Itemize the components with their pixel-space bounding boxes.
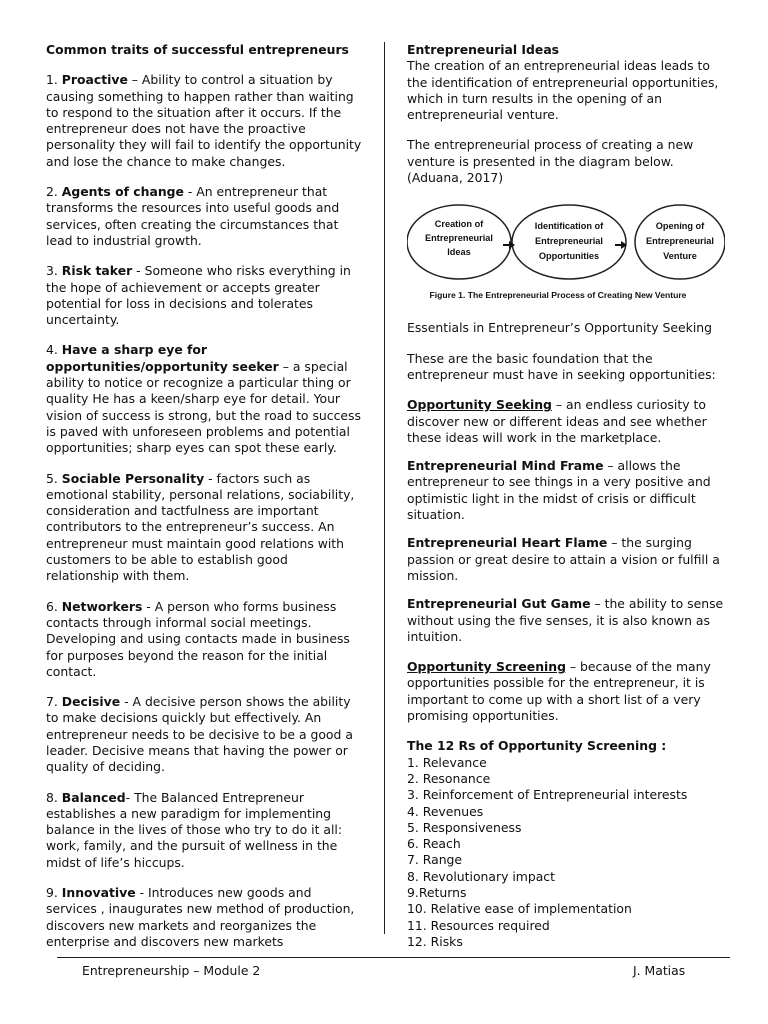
trait-title: Risk taker [61,263,133,279]
ideas-text: The creation of an entrepreneurial ideas leads to the identification of entrepreneurial opportunities, which in turn results in the opening of an entrepreneurial venture. [407,58,719,123]
trait-item [46,471,364,585]
trait-item [46,72,364,170]
traits-heading: Common traits of successful entrepreneurs [46,42,349,57]
trait-number: 1. [46,72,58,88]
trait-text: A decisive person shows the ability to make decisions quickly but effectively. An entrepreneur needs to be decisive to be a good a leader. Decisive means that having the power or quality of deciding. [46,694,353,775]
node1-line3: Ideas [447,247,471,258]
rs-item: 5. Responsiveness [407,819,522,835]
trait-title: Have a sharp eye for opportunities/opportunity seeker [46,342,279,374]
trait-number: 2. [46,184,58,200]
node3-line2: Entrepreneurial [646,236,714,247]
trait-separator: – [127,72,142,88]
trait-item [46,694,364,775]
process-diagram [407,196,725,308]
right-column [407,42,725,950]
figure-caption: Figure 1. The Entrepreneurial Process of Creating New Venture [429,290,687,301]
trait-number: 6. [46,598,58,614]
trait-title: Proactive [61,72,128,88]
opportunity-seeking: Opportunity Seeking – an endless curiosity to discover new or different ideas and see whether these ideas will work in the marketplace. [407,397,707,445]
rs-item: 6. Reach [407,836,461,852]
mind-frame: Entrepreneurial Mind Frame – allows the entrepreneur to see things in a very positive and optimistic light in the midst of crisis or difficult situation. [407,458,711,523]
trait-title: Balanced [61,789,126,805]
trait-item [46,184,364,249]
gut-game: Entrepreneurial Gut Game – the ability to sense without using the five senses, it is also known as intuition. [407,596,724,644]
trait-title: Sociable Personality [61,470,205,486]
trait-text: An entrepreneur that transforms the resources into useful goods and services, often creating the circumstances that lead to industrial growth. [46,184,340,248]
trait-item [46,790,364,871]
trait-number: 4. [46,342,58,358]
rs-item: 8. Revolutionary impact [407,868,555,884]
trait-separator: - [125,789,135,805]
opportunity-screening: Opportunity Screening – because of the many opportunities possible for the entrepreneur, it is important to come up with a short list of a very promising opportunities. [407,659,711,724]
column-divider [384,42,385,934]
node2-line3: Opportunities [538,251,600,262]
trait-title: Networkers [61,598,143,614]
trait-number: 8. [46,789,58,805]
essentials-heading: Essentials in Entrepreneur’s Opportunity Seeking [407,320,712,336]
trait-item [46,263,364,328]
trait-title: Agents of change [61,184,184,200]
node2-line1: Identification of [534,221,604,232]
trait-text: factors such as emotional stability, personal relations, sociability, consideration and tactfulness are important contributors to the entrepreneur’s success. An entrepreneur must maintain good relations with customers to be able to establish good relationship with them. [46,470,355,584]
footer-divider [57,957,730,958]
trait-title: Decisive [61,694,121,710]
rs-item: 2. Resonance [407,770,491,786]
node3-line3: Venture [663,251,697,262]
rs-item: 3. Reinforcement of Entrepreneurial interests [407,787,688,803]
rs-item: 9.Returns [407,884,467,900]
node1-line1: Creation of [434,219,484,230]
trait-number: 7. [46,694,58,710]
trait-text: A person who forms business contacts through informal social meetings. Developing and using contacts made in business for purposes beyond the reason for the initial contact. [46,598,350,679]
rs-item: 12. Risks [407,933,463,949]
trait-item [46,599,364,680]
trait-number: 3. [46,263,58,279]
rs-item: 11. Resources required [407,917,550,933]
process-diagram-svg [407,196,725,308]
ideas-heading: Entrepreneurial Ideas [407,42,560,57]
rs-item: 1. Relevance [407,754,487,770]
footer-module: Entrepreneurship – Module 2 [82,963,261,978]
trait-separator: - [120,694,133,710]
essentials-intro: These are the basic foundation that the entrepreneur must have in seeking opportunities: [407,350,716,382]
trait-item [46,885,364,950]
footer-author: J. Matias [633,963,686,978]
trait-title: Innovative [61,885,136,901]
trait-separator: - [183,184,197,200]
trait-text: Ability to control a situation by causing something to happen rather than waiting to respond to the situation after it occurs. If the entrepreneur does not have the proactive personality they will fail to identify the opportunity and lose the chance to make changes. [46,72,362,169]
trait-separator: - [204,470,217,486]
traits-list [46,72,364,950]
rs-item: 4. Revenues [407,803,484,819]
trait-separator: – [278,358,293,374]
trait-text: a special ability to notice or recognize a particular thing or quality He has a keen/sharp eye for detail. Your vision of success is strong, but the road to success is paved with unforeseen problems and potential opportunities; sharp eyes can spot these early. [46,358,361,456]
rs-item: 7. Range [407,852,463,868]
trait-item [46,342,364,456]
trait-separator: - [142,598,155,614]
rs-item: 10. Relative ease of implementation [407,901,632,917]
trait-separator: - [135,885,148,901]
rs-heading: The 12 Rs of Opportunity Screening : [407,738,667,754]
left-column [46,42,364,950]
trait-text: Introduces new goods and services , inaugurates new method of production, discovers new markets and reorganizes the enterprise and discovers new markets [46,885,355,949]
node3-line1: Opening of [655,221,705,232]
process-text: The entrepreneurial process of creating a new venture is presented in the diagram below. (Aduana, 2017) [407,137,694,186]
rs-list [407,755,725,951]
trait-number: 5. [46,470,58,486]
trait-separator: - [132,263,145,279]
trait-text: Someone who risks everything in the hope of achievement or accepts greater potential for loss in decisions and tolerates uncertainty. [46,263,351,328]
trait-text: The Balanced Entrepreneur establishes a new paradigm for implementing balance in the lives of those who try to do it all: work, family, and the pursuit of wellness in the midst of life’s hiccups. [46,789,343,870]
node2-line2: Entrepreneurial [535,236,603,247]
node1-line2: Entrepreneurial [425,233,493,244]
heart-flame: Entrepreneurial Heart Flame – the surging passion or great desire to attain a vision or fulfill a mission. [407,535,720,583]
trait-number: 9. [46,885,58,901]
